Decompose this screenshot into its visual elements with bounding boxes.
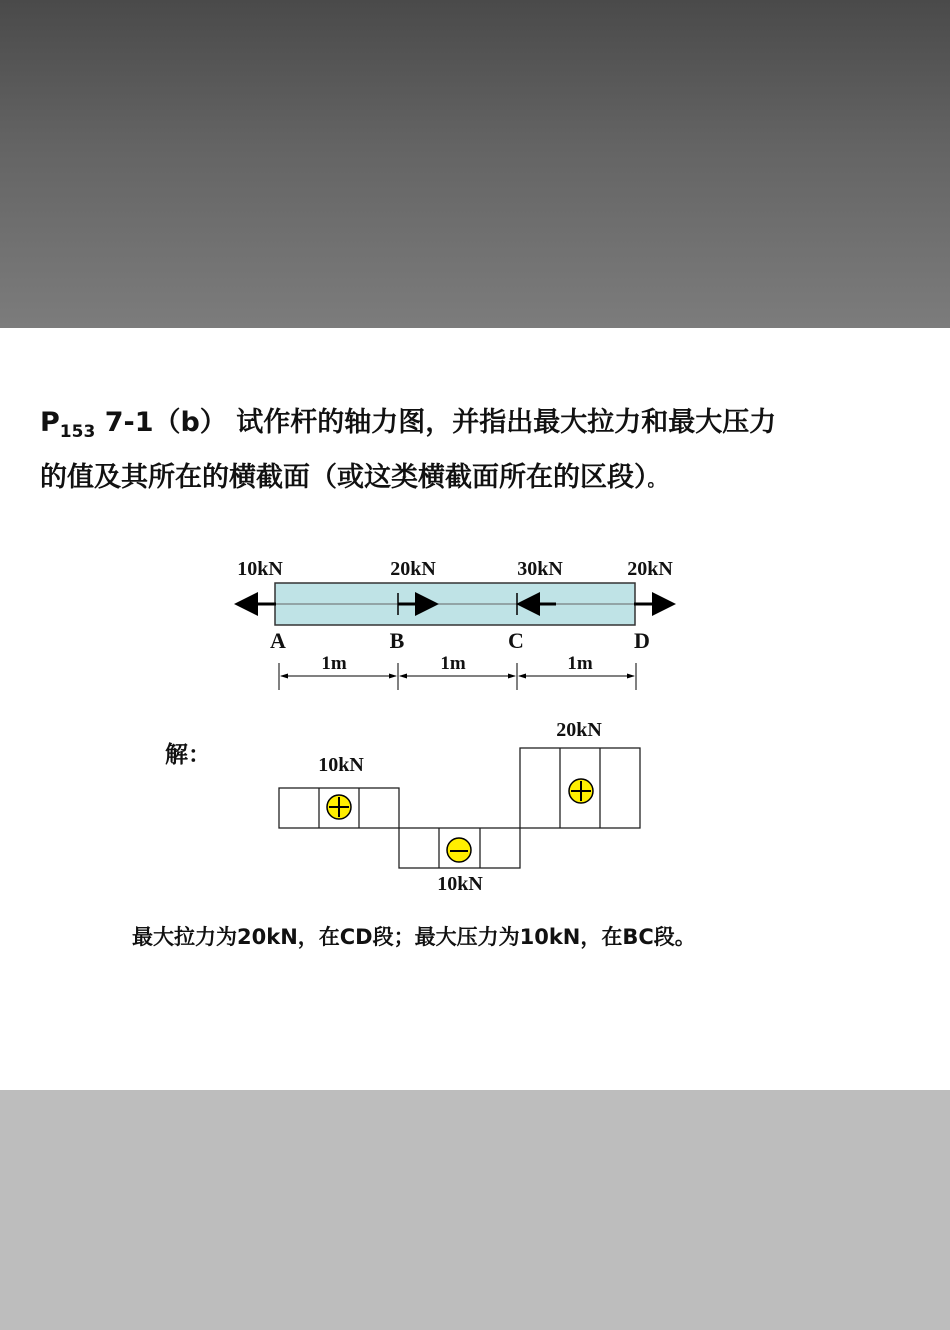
force-label-b: 20kN [390, 558, 436, 580]
segment-labels [321, 653, 593, 674]
bottom-gray-band [0, 1090, 950, 1330]
solution-label: 解： [165, 742, 211, 768]
sign-plus-ab [327, 795, 351, 819]
force-label-a: 10kN [237, 558, 283, 580]
segment-label-cd: 1m [567, 653, 593, 674]
force-label-d: 20kN [627, 558, 673, 580]
problem-text-line-1: 试作杆的轴力图，并指出最大拉力和最大压力 [236, 407, 777, 438]
force-label-c: 30kN [517, 558, 563, 580]
problem-end-mark: 。 [647, 470, 666, 491]
sign-plus-cd [569, 779, 593, 803]
sign-minus-bc [447, 838, 471, 862]
problem-number: 7-1（b） [104, 407, 227, 438]
force-labels [237, 558, 673, 580]
point-label-d: D [634, 628, 650, 653]
axial-label-bc: 10kN [437, 873, 483, 895]
segment-label-ab: 1m [321, 653, 347, 674]
point-labels [270, 628, 650, 653]
axial-label-ab: 10kN [318, 754, 364, 776]
axial-label-cd: 20kN [556, 719, 602, 741]
point-label-b: B [389, 628, 405, 653]
answer-text: 最大拉力为20kN，在CD段；最大压力为10kN，在BC段。 [132, 925, 696, 949]
problem-text-line-2: 的值及其所在的横截面（或这类横截面所在的区段） [40, 462, 648, 493]
segment-label-bc: 1m [440, 653, 466, 674]
point-label-a: A [270, 628, 286, 653]
bar-member [275, 583, 635, 625]
page-ref-subscript: 153 [59, 422, 96, 442]
point-label-c: C [508, 628, 524, 653]
page-ref: P [40, 407, 60, 438]
